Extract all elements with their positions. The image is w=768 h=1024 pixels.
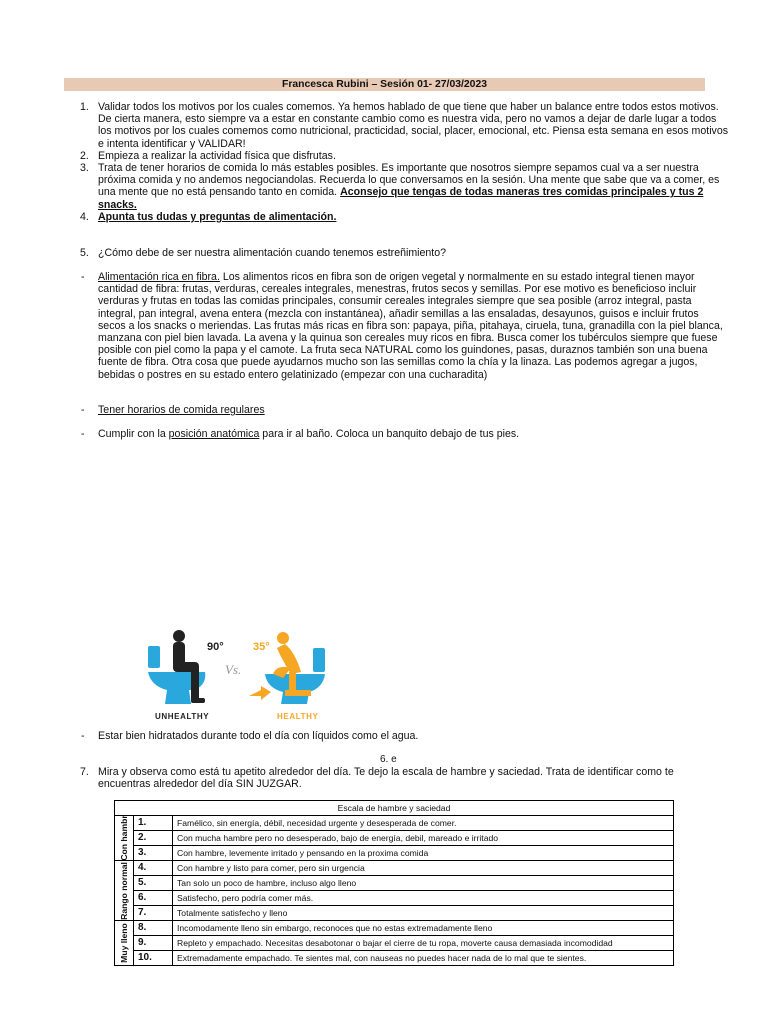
list-item-question: 5. ¿Cómo debe de ser nuestra alimentación cuando tenemos estreñimiento? [80, 247, 447, 259]
list-item: 3. Trata de tener horarios de comida lo más estables posibles. Es importante que nosotros siempre sepamos cual va a ser nuestra próxima comida y no andemos negociandolas. Recuerda lo que conversamos en la sesión. Una mente que sabe que va a comer, es una mente que no está pensando tanto en comida. Aconsejo que tengas de todas maneras tres comidas principales y tus 2 snacks. [80, 162, 720, 211]
unhealthy-label: UNHEALTHY [155, 712, 210, 721]
bullet-posture: - Cumplir con la posición anatómica para ir al baño. Coloca un banquito debajo de tus pies. [81, 428, 520, 440]
healthy-label: HEALTHY [277, 712, 319, 721]
table-row: 9. Repleto y empachado. Necesitas desabotonar o bajar el cierre de tu ropa, moverte causa demasiada incomodidad [115, 936, 674, 951]
table-row: 10. Extremadamente empachado. Te sientes mal, con nauseas no puedes hacer nada de lo mal que te sientes. [115, 951, 674, 966]
table-row: Rango normal 4. Con hambre y listo para comer, pero sin urgencia [115, 861, 674, 876]
list-item-appetite: 7. Mira y observa como está tu apetito alrededor del día. Te dejo la escala de hambre y saciedad. Trata de identificar como te encuentras alrededor del día SIN JUZGAR. [80, 766, 674, 791]
angle-left-label: 90° [207, 641, 224, 653]
bullet-fiber: - Alimentación rica en fibra. Los alimentos ricos en fibra son de origen vegetal y normalmente en su estado integral tienen mayor cantidad de fibra: frutas, verduras, cereales integrales, menestras, frutos secos y semillas. Por ese motivo es beneficioso incluir verduras y frutas en todas las comidas principales, consumir cereales integrales siempre que sea posible (arroz integral, pasta integral, pan integral, avena entera (mezcla con instantánea), añadir semillas a las ensaladas, desayunos, guisos e incluir frutos secos a los snacks o meriendas. Las frutas más ricas en fibra son: papaya, piña, pitahaya, ciruela, tuna, granadilla con la piel blanca, manzana con piel bien lavada. La avena y la quinua son cereales muy ricos en fibra. Busca comer los tubérculos siempre que fuese posible con piel como la papa y el camote. La fruta seca NATURAL como los guindones, pasas, duraznos también son una buena fuente de fibra. Otra cosa que puede ayudarnos mucho son las semillas como la chía y la linaza. Las podemos agregar a jugos, bebidas o postres en su estado entero gelatinizado (empezar con una cucharadita) [81, 271, 723, 381]
fiber-heading: Alimentación rica en fibra. [98, 271, 220, 283]
document-header [64, 78, 705, 91]
vs-label: Vs. [225, 662, 242, 677]
list-item: 2. Empieza a realizar la actividad física que disfrutas. [80, 149, 336, 162]
angle-right-label: 35° [253, 641, 270, 653]
document-title: Francesca Rubini – Sesión 01- 27/03/2023 [281, 79, 488, 90]
bullet-hydration: - Estar bien hidratados durante todo el día con líquidos como el agua. [81, 730, 419, 742]
table-row: 3. Con hambre, levemente irritado y pensando en la proxima comida [115, 846, 674, 861]
stool-icon [285, 690, 311, 696]
list-item: 4. Apunta tus dudas y preguntas de alimentación. [80, 210, 337, 223]
table-row: Con hambr 1. Famélico, sin energía, débil, necesidad urgente y desesperada de comer. [115, 816, 674, 831]
numbered-list [64, 101, 729, 223]
table-row: 7. Totalmente satisfecho y lleno [115, 906, 674, 921]
table-row: 6. Satisfecho, pero podría comer más. [115, 891, 674, 906]
posture-illustration [145, 628, 330, 723]
table-row: 5. Tan solo un poco de hambre, incluso algo lleno [115, 876, 674, 891]
arrow-icon [249, 686, 271, 700]
posture-comparison-image [145, 628, 330, 723]
table-title: Escala de hambre y saciedad [115, 801, 674, 816]
item-six: 6. e [380, 754, 397, 765]
group-label: Rango normal [115, 861, 134, 921]
table-row: 2. Con mucha hambre pero no desesperado, bajo de energía, debil, mareado e irritado [115, 831, 674, 846]
anatomical-position-link: posición anatómica [168, 428, 260, 440]
hunger-satiety-table [114, 800, 674, 966]
group-label: Con hambr [115, 816, 134, 861]
group-label: Muy lleno [115, 921, 134, 966]
bullet-schedule: - Tener horarios de comida regulares [81, 404, 265, 416]
table-row: Muy lleno 8. Incomodamente lleno sin embargo, reconoces que no estas extremadamente lleno [115, 921, 674, 936]
list-item: 1. Validar todos los motivos por los cuales comemos. Ya hemos hablado de que tiene que haber un balance entre todos estos motivos. De cierta manera, esto siempre va a estar en constante cambio como es nuestra vida, pero no vamos a dejar de darle lugar a todos los motivos por los cuales comemos como nutricional, practicidad, social, placer, emocional, etc. Piensa esta semana en esos motivos e intenta identificar y VALIDAR! [80, 101, 729, 150]
